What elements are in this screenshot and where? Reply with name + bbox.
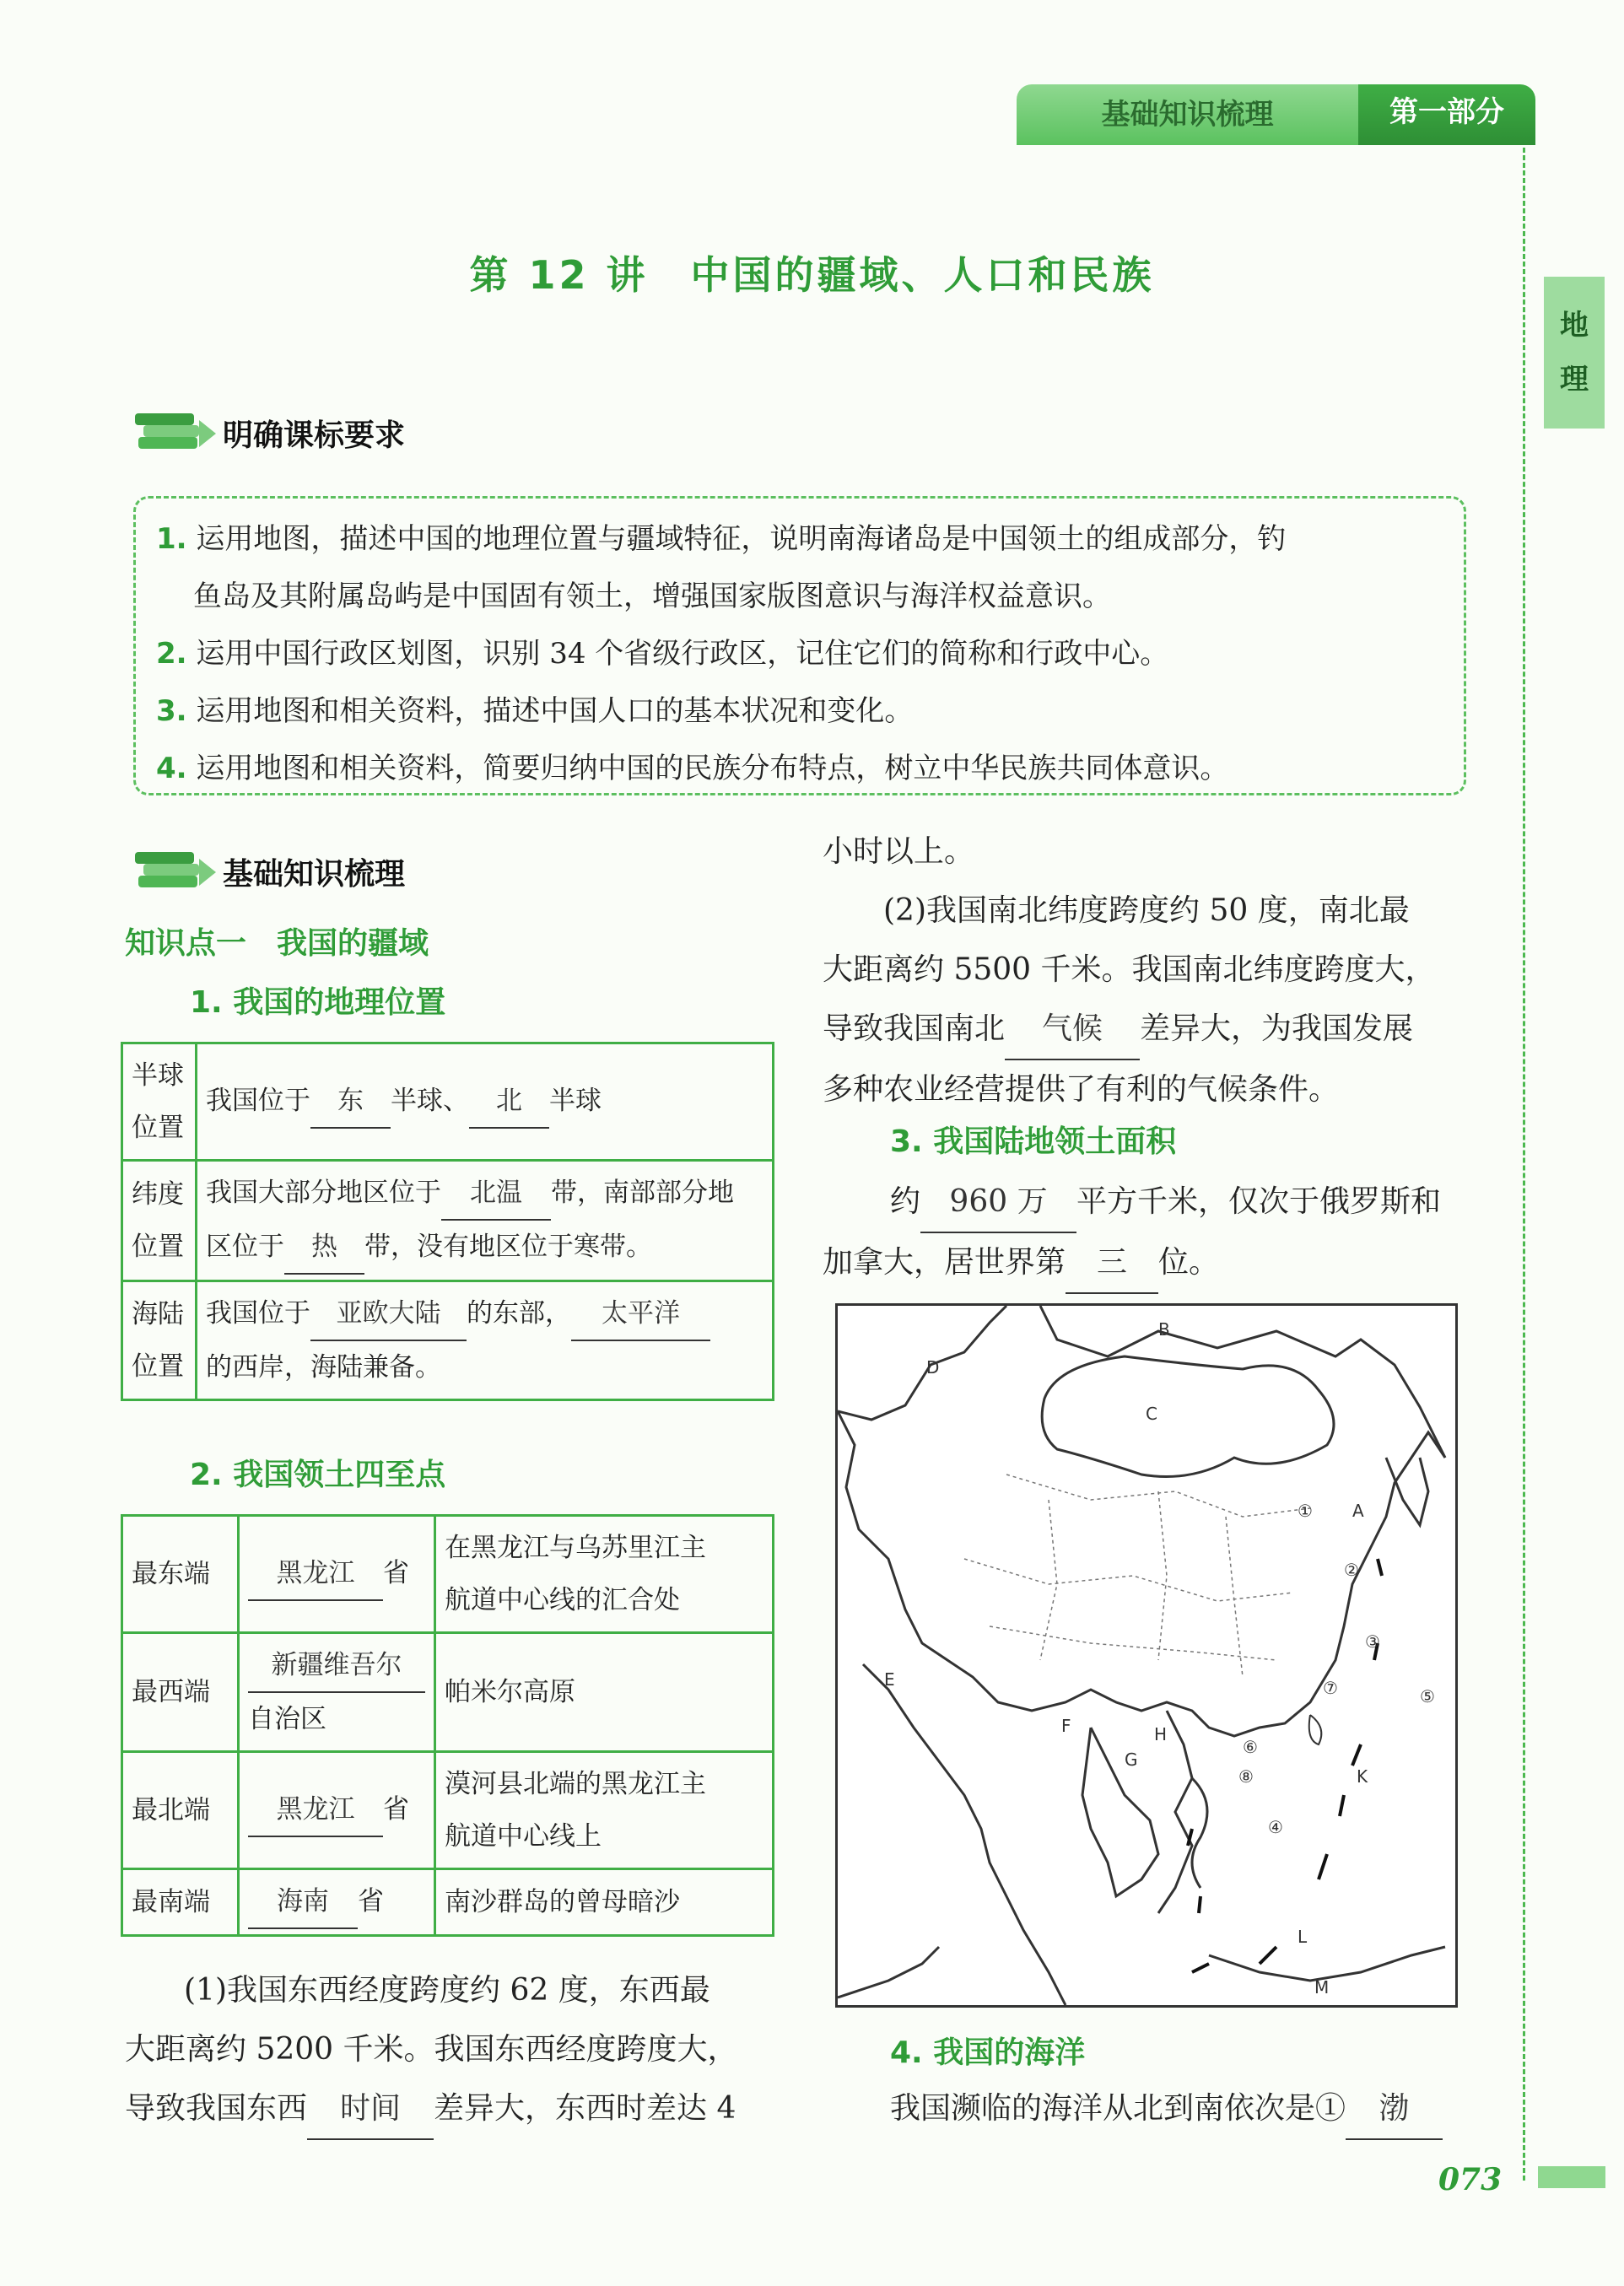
requirements-heading [127,403,405,462]
row-note: 帕米尔高原 [435,1633,774,1752]
table-row [122,1281,774,1400]
answer-blank[interactable]: 三 [1066,1233,1158,1294]
answer-blank[interactable]: 东 [310,1075,391,1129]
subsection-title: 4. 我国的海洋 [890,2035,1086,2070]
map-label-G: G [1125,1750,1138,1770]
subsection-title: 2. 我国领土四至点 [190,1458,446,1492]
table-row [122,1869,774,1936]
row-note: 南沙群岛的曾母暗沙 [435,1869,774,1936]
answer-blank[interactable]: 黑龙江 [248,1783,383,1837]
page-number: 073 [1438,2162,1503,2197]
extremes-table [121,1514,774,1937]
requirement-item: 2. 运用中国行政区划图，识别 34 个省级行政区，记住它们的简称和行政中心。 [156,637,1169,671]
header-part-label: 第一部分 [1358,84,1535,145]
books-icon [127,403,219,462]
answer-blank[interactable]: 气候 [1005,1000,1140,1060]
answer-blank[interactable]: 时间 [307,2079,434,2140]
row-label: 最西端 [122,1633,239,1752]
header-bar [1017,84,1535,145]
map-label-K: K [1357,1766,1368,1787]
map-label-1: ① [1298,1501,1313,1521]
map-label-M: M [1314,1977,1330,1998]
requirement-item: 1. 运用地图，描述中国的地理位置与疆域特征，说明南海诸岛是中国领土的组成部分，钓 [156,522,1287,556]
row-note: 漠河县北端的黑龙江主 航道中心线上 [435,1752,774,1869]
row-label: 纬度 位置 [122,1161,197,1281]
subject-char-1: 地 [1560,309,1589,342]
table-row [122,1161,774,1281]
answer-blank[interactable]: 北温 [441,1167,551,1221]
china-map [835,1303,1458,2008]
row-label: 最东端 [122,1516,239,1633]
row-answer: 新疆维吾尔 自治区 [239,1633,435,1752]
map-label-A: A [1352,1501,1364,1521]
requirements-box [133,496,1466,795]
answer-blank[interactable]: 北 [469,1075,549,1129]
knowledge-point-title: 知识点一 我国的疆域 [125,926,429,961]
basics-heading-text: 基础知识梳理 [223,856,406,892]
position-table [121,1042,774,1401]
requirements-heading-text: 明确课标要求 [223,418,406,453]
area-paragraph: 约 960 万 平方千米，仅次于俄罗斯和 加拿大，居世界第 三 位。 [823,1173,1489,1294]
table-row [122,1633,774,1752]
right-paragraph: 小时以上。 (2)我国南北纬度跨度约 50 度，南北最 大距离约 5500 千米。我国南北纬度跨度大， 导致我国南北 气候 差异大，为我国发展 多种农业经营提供了有利的气候条件。 [823,834,1436,1107]
books-icon [127,842,219,901]
row-content: 我国位于 东 半球、 北 半球 [197,1043,774,1161]
province-borders [964,1475,1310,1677]
row-label: 最南端 [122,1869,239,1936]
table-row [122,1752,774,1869]
answer-blank[interactable]: 热 [284,1221,364,1275]
row-label: 海陆 位置 [122,1281,197,1400]
row-answer: 黑龙江 省 [239,1516,435,1633]
answer-blank[interactable]: 960 万 [920,1173,1076,1233]
map-label-L: L [1298,1927,1308,1947]
row-content: 我国大部分地区位于 北温 带，南部部分地 区位于 热 带，没有地区位于寒带。 [197,1161,774,1281]
map-label-F: F [1061,1716,1071,1736]
map-label-B: B [1158,1319,1170,1340]
subject-char-2: 理 [1560,363,1589,396]
map-label-2: ② [1344,1560,1359,1580]
map-label-4: ④ [1268,1817,1283,1837]
answer-blank[interactable]: 渤 [1346,2079,1443,2140]
header-section-label: 基础知识梳理 [1017,84,1358,145]
requirement-item: 4. 运用地图和相关资料，简要归纳中国的民族分布特点，树立中华民族共同体意识。 [156,752,1229,785]
row-label: 半球 位置 [122,1043,197,1161]
map-label-5: ⑤ [1420,1686,1435,1706]
answer-blank[interactable]: 太平洋 [571,1287,710,1341]
maritime-boundary [1188,1559,1382,1972]
requirement-item: 3. 运用地图和相关资料，描述中国人口的基本状况和变化。 [156,694,914,728]
table-row [122,1516,774,1633]
margin-dashed-line [1523,148,1525,2181]
requirement-item-cont: 鱼岛及其附属岛屿是中国固有领土，增强国家版图意识与海洋权益意识。 [193,580,1111,613]
row-label: 最北端 [122,1752,239,1869]
map-label-H: H [1154,1724,1168,1744]
subsection-title: 1. 我国的地理位置 [190,985,446,1020]
map-label-6: ⑥ [1243,1737,1258,1757]
map-borders [838,1306,1445,2005]
table-row [122,1043,774,1161]
row-note: 在黑龙江与乌苏里江主 航道中心线的汇合处 [435,1516,774,1633]
map-label-E: E [884,1669,895,1690]
answer-blank[interactable]: 海南 [248,1875,358,1929]
map-label-8: ⑧ [1238,1766,1254,1787]
map-label-C: C [1146,1404,1157,1424]
row-answer: 黑龙江 省 [239,1752,435,1869]
subsection-title: 3. 我国陆地领土面积 [890,1124,1177,1159]
row-content: 我国位于 亚欧大陆 的东部， 太平洋 的西岸，海陆兼备。 [197,1281,774,1400]
row-answer: 海南 省 [239,1869,435,1936]
map-label-D: D [926,1357,940,1378]
map-label-3: ③ [1365,1631,1380,1652]
answer-blank[interactable]: 亚欧大陆 [310,1287,467,1341]
page-number-bar [1538,2166,1605,2188]
sea-paragraph: 我国濒临的海洋从北到南依次是① 渤 [890,2079,1481,2140]
map-label-7: ⑦ [1323,1678,1338,1698]
answer-blank[interactable]: 黑龙江 [248,1547,383,1601]
left-paragraph: (1)我国东西经度跨度约 62 度，东西最 大距离约 5200 千米。我国东西经度跨度大， 导致我国东西 时间 差异大，东西时差达 4 [125,1961,791,2140]
basics-heading [127,842,405,901]
page-title: 第 12 讲 中国的疆域、人口和民族 [469,252,1155,298]
answer-blank[interactable]: 新疆维吾尔 [248,1639,425,1693]
